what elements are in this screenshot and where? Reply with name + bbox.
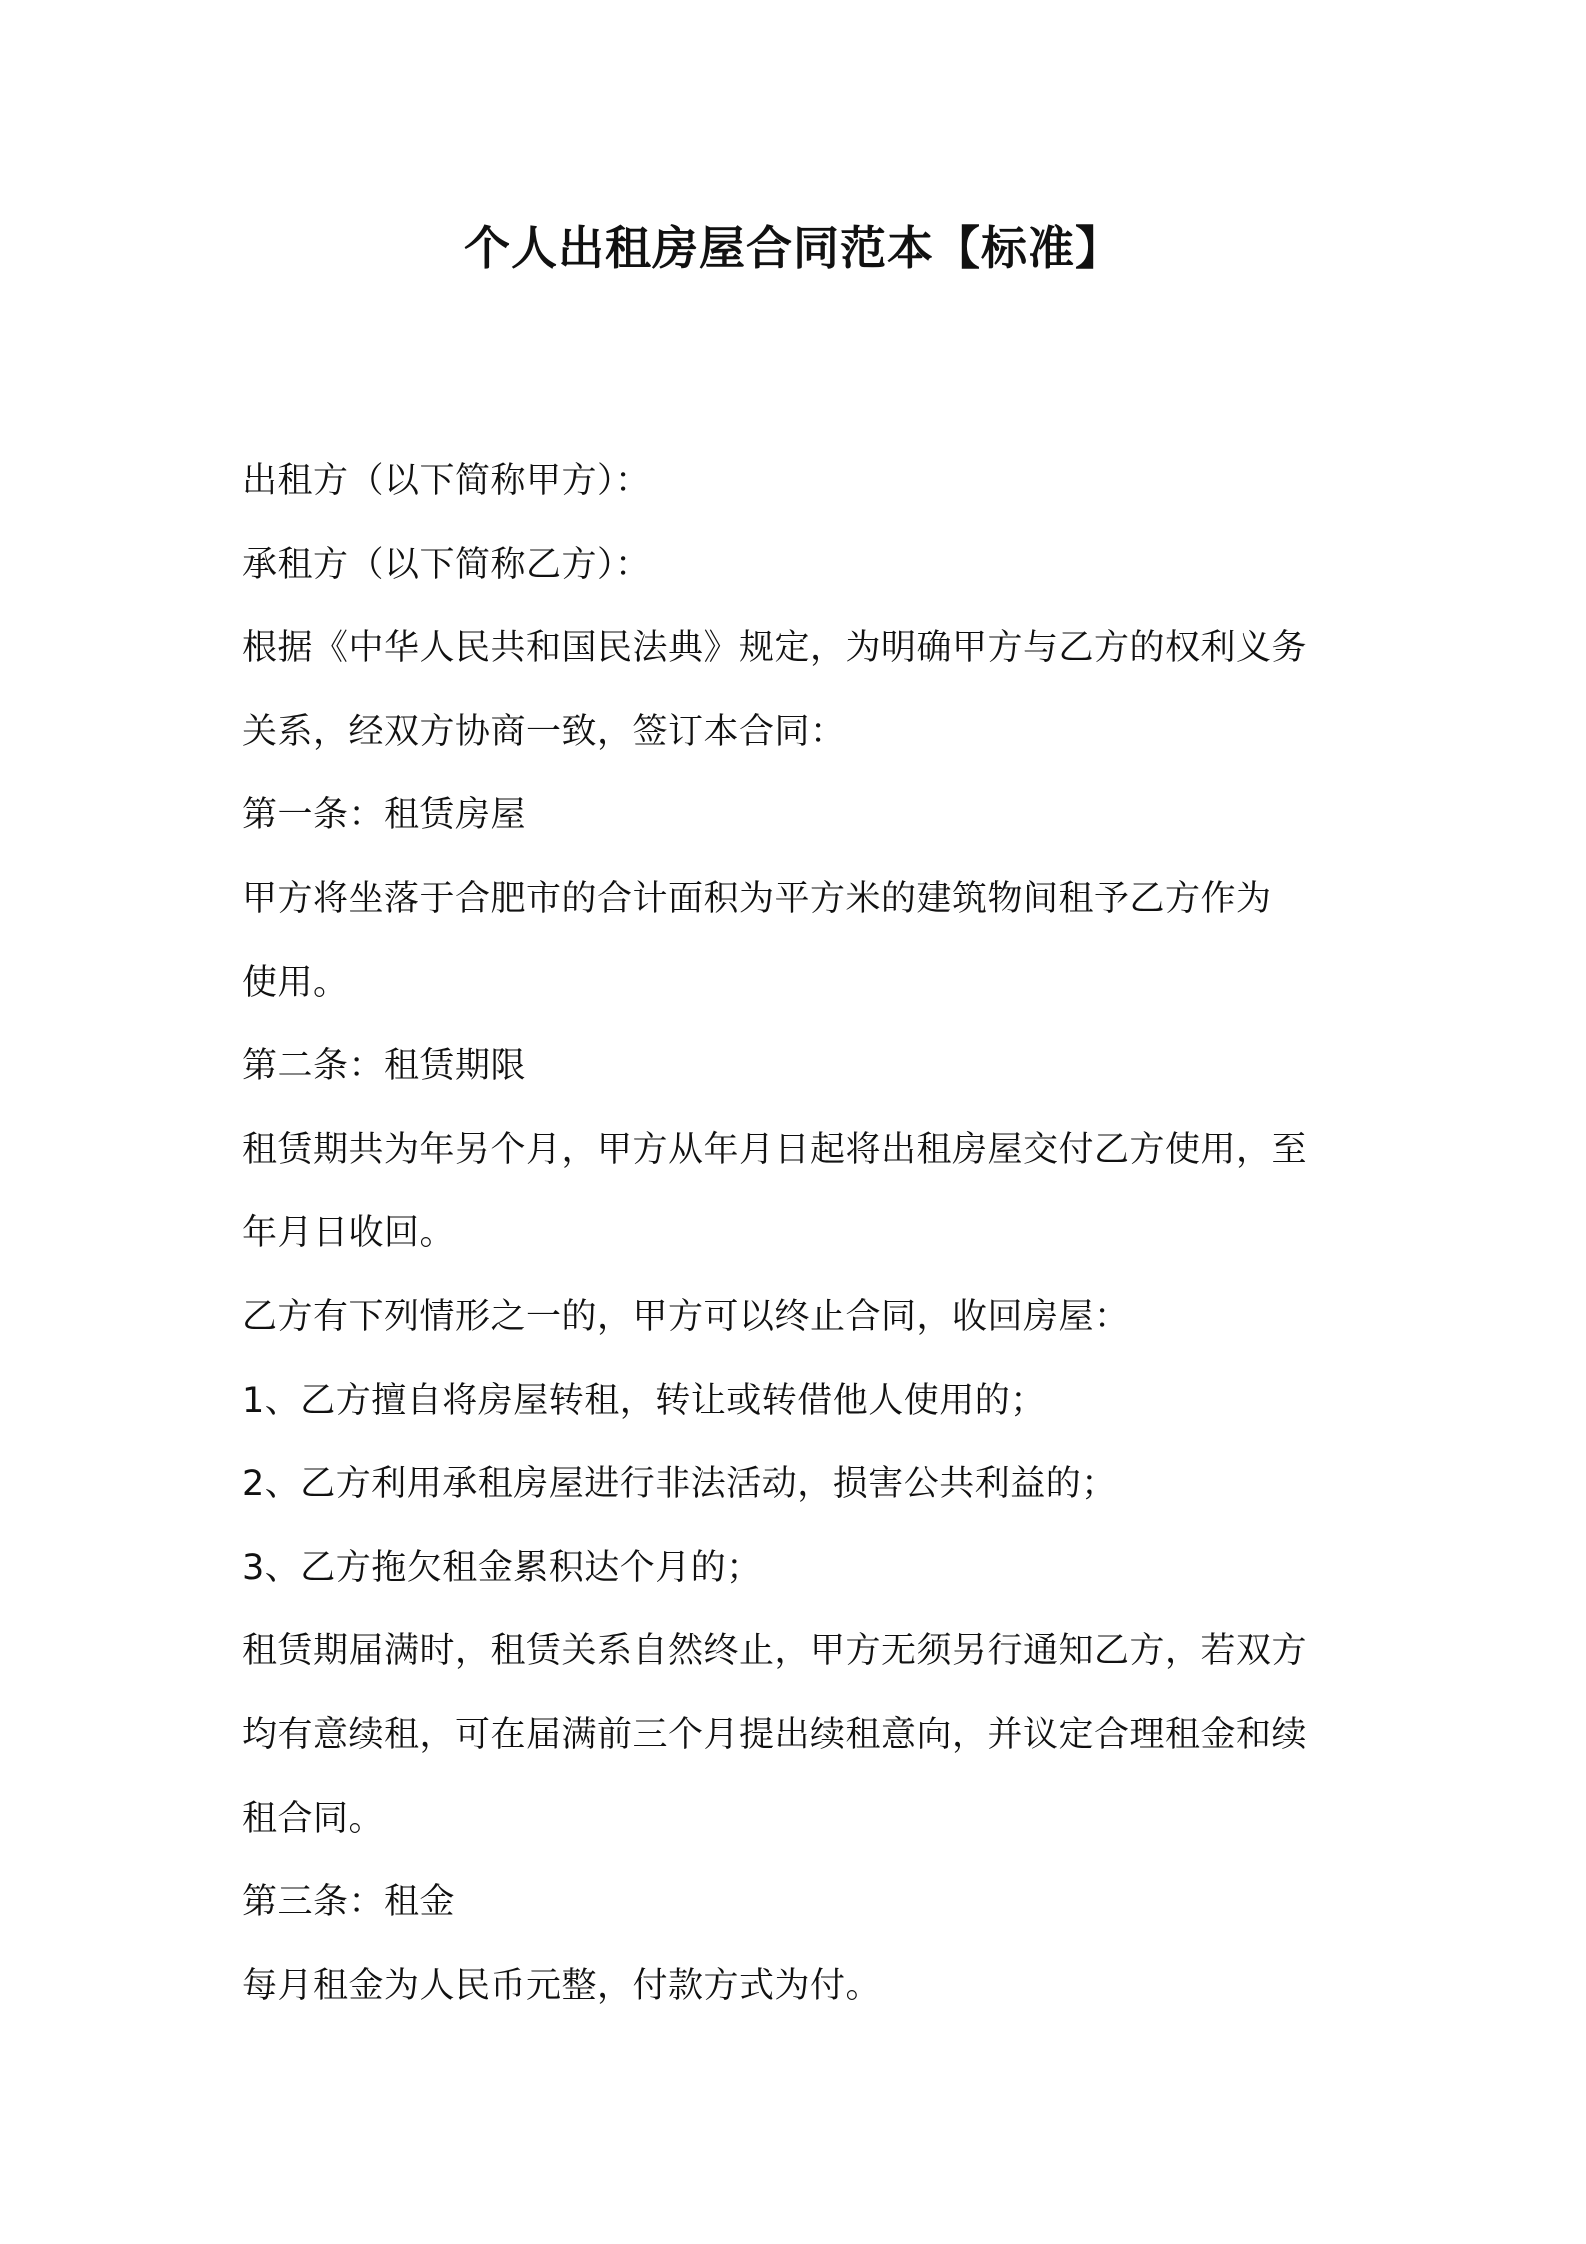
preamble-line: 关系，经双方协商一致，签订本合同： — [242, 711, 846, 752]
lessor-line: 出租方（以下简称甲方）： — [242, 461, 651, 501]
termination-item: 2、乙方利用承租房屋进行非法活动，损害公共利益的； — [242, 1464, 1117, 1505]
article-heading: 第二条：租赁期限 — [242, 1046, 527, 1087]
article-text: 租赁期共为年另个月，甲方从年月日起将出租房屋交付乙方使用，至 — [242, 1129, 1308, 1170]
termination-item: 1、乙方擅自将房屋转租，转让或转借他人使用的； — [242, 1380, 1046, 1421]
article-text: 每月租金为人民币元整，付款方式为付。 — [242, 1965, 882, 2006]
renewal-text: 租赁期届满时，租赁关系自然终止，甲方无须另行通知乙方，若双方 — [242, 1631, 1308, 1672]
renewal-text: 均有意续租，可在届满前三个月提出续租意向，并议定合理租金和续 — [242, 1714, 1308, 1755]
article-text: 使用。 — [242, 962, 349, 1003]
article-heading: 第一条：租赁房屋 — [242, 795, 527, 836]
article-heading: 第三条：租金 — [242, 1882, 456, 1923]
lessee-line: 承租方（以下简称乙方）： — [242, 544, 651, 585]
termination-item: 3、乙方拖欠租金累积达个月的； — [242, 1547, 762, 1588]
termination-intro: 乙方有下列情形之一的，甲方可以终止合同，收回房屋： — [242, 1296, 1130, 1337]
article-text: 甲方将坐落于合肥市的合计面积为平方米的建筑物间租予乙方作为 — [242, 878, 1272, 919]
preamble-line: 根据《中华人民共和国民法典》规定，为明确甲方与乙方的权利义务 — [242, 628, 1308, 669]
document-body — [242, 440, 1354, 2028]
document-title: 个人出租房屋合同范本【标准】 — [464, 221, 1122, 275]
renewal-text: 租合同。 — [242, 1798, 385, 1839]
article-text: 年月日收回。 — [242, 1213, 456, 1254]
